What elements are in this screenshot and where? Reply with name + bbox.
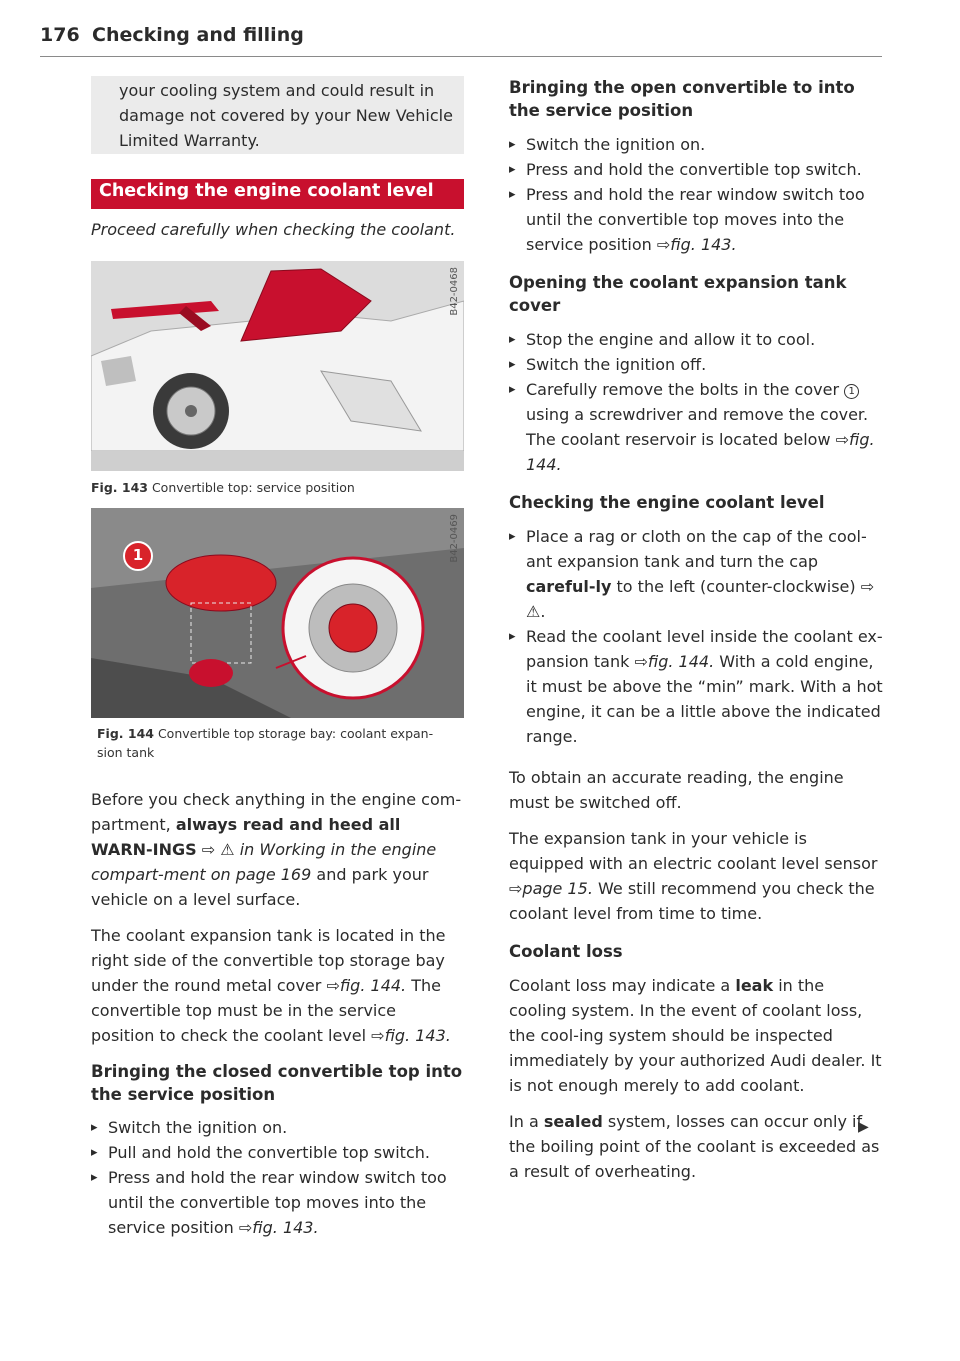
figure-143-caption <box>91 478 464 497</box>
paragraph-loss <box>509 973 883 1098</box>
text-span: Press and hold the rear window switch too until the convertible top moves into the service position <box>108 1168 447 1237</box>
text-bold: leak <box>735 976 774 995</box>
figure-144-caption <box>97 724 457 762</box>
paragraph-reading: To obtain an accurate reading, the engine must be switched off. <box>509 768 844 812</box>
heading-check-level: Checking the engine coolant level <box>509 493 825 512</box>
text-bold: careful-ly <box>526 577 612 596</box>
warning-icon: ⚠ <box>220 840 235 859</box>
text-span: Read the coolant level inside the coolant ex-pansion tank <box>526 627 883 671</box>
figure-link[interactable]: fig. 144. <box>339 976 407 995</box>
text-span: Press and hold the rear window switch too until the convertible top moves into the service position <box>526 185 865 254</box>
section-title: Checking the engine coolant level <box>99 181 434 201</box>
text-bold: always read and heed all WARN-INGS <box>91 815 401 859</box>
step-item: ▸ Pull and hold the convertible top switch. <box>91 1140 464 1165</box>
figure-144-id: B42-0469 <box>449 514 460 563</box>
text-span: system, losses can occur only if the boiling point of the coolant is exceeded as a result of overheating. <box>509 1112 880 1181</box>
steps-closed-top <box>91 1115 464 1240</box>
figure-143-id: B42-0468 <box>449 267 460 316</box>
paragraph-location <box>91 923 464 1048</box>
heading-open-cover: Opening the coolant expansion tank cover <box>509 273 847 315</box>
ref-arrow-icon: ⇨ <box>509 879 523 898</box>
text-span: and park your vehicle on a level surface. <box>91 865 429 909</box>
right-column-body <box>509 76 883 1184</box>
steps-open-cover <box>509 327 883 477</box>
text-span: to the left (counter-clockwise) <box>616 577 856 596</box>
step-item: ▸ Press and hold the convertible top switch. <box>509 157 883 182</box>
text-span: The coolant expansion tank is located in the right side of the convertible top storage bay under the round metal cover <box>91 926 446 995</box>
figure-link[interactable]: fig. 144. <box>647 652 715 671</box>
step-item <box>91 1165 464 1240</box>
page-link[interactable]: page 15. <box>522 879 593 898</box>
text-span: Place a rag or cloth on the cap of the cool-ant expansion tank and turn the cap <box>526 527 867 571</box>
heading-coolant-loss: Coolant loss <box>509 942 623 961</box>
text-span: With a cold engine, it must be above the “min” mark. With a hot engine, it can be a little above the indicated range. <box>526 652 883 746</box>
ref-arrow-icon: ⇨ <box>326 976 340 995</box>
ref-arrow-icon: ⇨ <box>238 1218 253 1237</box>
ref-arrow-icon: ⇨ <box>835 430 850 449</box>
paragraph-warnings <box>91 787 464 912</box>
step-item <box>509 182 883 257</box>
ref-arrow-icon: ⇨ <box>201 840 216 859</box>
ref-arrow-icon: ⇨ <box>860 577 875 596</box>
page-number: 176 <box>40 24 80 46</box>
ref-arrow-icon: ⇨ <box>371 1026 385 1045</box>
page-header <box>40 24 882 57</box>
figure-144-image <box>91 508 464 718</box>
figure-143-label: Fig. 143 <box>91 480 148 495</box>
text-span: using a screwdriver and remove the cover. The coolant reservoir is located below <box>526 405 869 449</box>
text-span: We still recommend you check the coolant level from time to time. <box>509 879 875 923</box>
figure-link[interactable]: fig. 144. <box>526 430 875 474</box>
text-span: Before you check anything in the engine com-partment, <box>91 790 462 834</box>
paragraph-sealed <box>509 1109 883 1184</box>
step-item: ▸ Switch the ignition on. <box>509 132 883 157</box>
step-item: ▸ Switch the ignition off. <box>509 352 883 377</box>
step-item: ▸ Switch the ignition on. <box>91 1115 464 1140</box>
warning-icon: ⚠ <box>526 602 541 621</box>
section-title-bar <box>91 179 464 209</box>
steps-check-level <box>509 524 883 749</box>
paragraph-sensor <box>509 826 883 926</box>
figure-144-callout-1: 1 <box>132 546 144 564</box>
text-span: in the cooling system. In the event of coolant loss, the cool-ing system should be inspected immediately by your authorized Audi dealer. It is not enough merely to add coolant. <box>509 976 882 1095</box>
continue-arrow-icon: ▶ <box>858 1119 869 1135</box>
chapter-title: Checking and filling <box>92 24 304 46</box>
step-item: ▸ Place a rag or cloth on the cap of the cool-ant expansion tank and turn the cap careful-ly to the left (counter-clockwise) ⇨ ⚠. <box>509 524 883 624</box>
figure-143-image <box>91 261 464 471</box>
warning-continuation-text: your cooling system and could result in damage not covered by your New Vehicle Limited Warranty. <box>119 81 453 150</box>
figure-144-label: Fig. 144 <box>97 726 154 741</box>
steps-open-top <box>509 132 883 257</box>
figure-link[interactable]: fig. 143. <box>670 235 737 254</box>
heading-closed-top: Bringing the closed convertible top into the service position <box>91 1062 463 1104</box>
text-span: Carefully remove the bolts in the cover <box>526 380 840 399</box>
left-column-body <box>91 787 464 1240</box>
callout-1-icon: 1 <box>844 384 859 399</box>
step-item <box>509 377 883 477</box>
ref-arrow-icon: ⇨ <box>656 235 671 254</box>
warning-continuation-box <box>91 76 464 154</box>
heading-open-top: Bringing the open convertible to into the service position <box>509 78 855 120</box>
figure-144-caption-text: Convertible top storage bay: coolant expan-sion tank <box>97 726 434 760</box>
text-span: Coolant loss may indicate a <box>509 976 731 995</box>
step-item <box>509 624 883 749</box>
page-link[interactable]: in Working in the engine compart-ment on page 169 <box>91 840 437 884</box>
text-span: In a <box>509 1112 539 1131</box>
figure-link[interactable]: fig. 143. <box>252 1218 319 1237</box>
ref-arrow-icon: ⇨ <box>634 652 648 671</box>
text-bold: sealed <box>543 1112 603 1131</box>
figure-link[interactable]: fig. 143. <box>384 1026 451 1045</box>
section-subtitle: Proceed carefully when checking the coolant. <box>91 220 456 239</box>
step-item: ▸ Stop the engine and allow it to cool. <box>509 327 883 352</box>
text-span: The expansion tank in your vehicle is equipped with an electric coolant level sensor <box>509 829 878 873</box>
figure-143-caption-text: Convertible top: service position <box>151 480 355 495</box>
text-span: The convertible top must be in the service position to check the coolant level <box>91 976 441 1045</box>
